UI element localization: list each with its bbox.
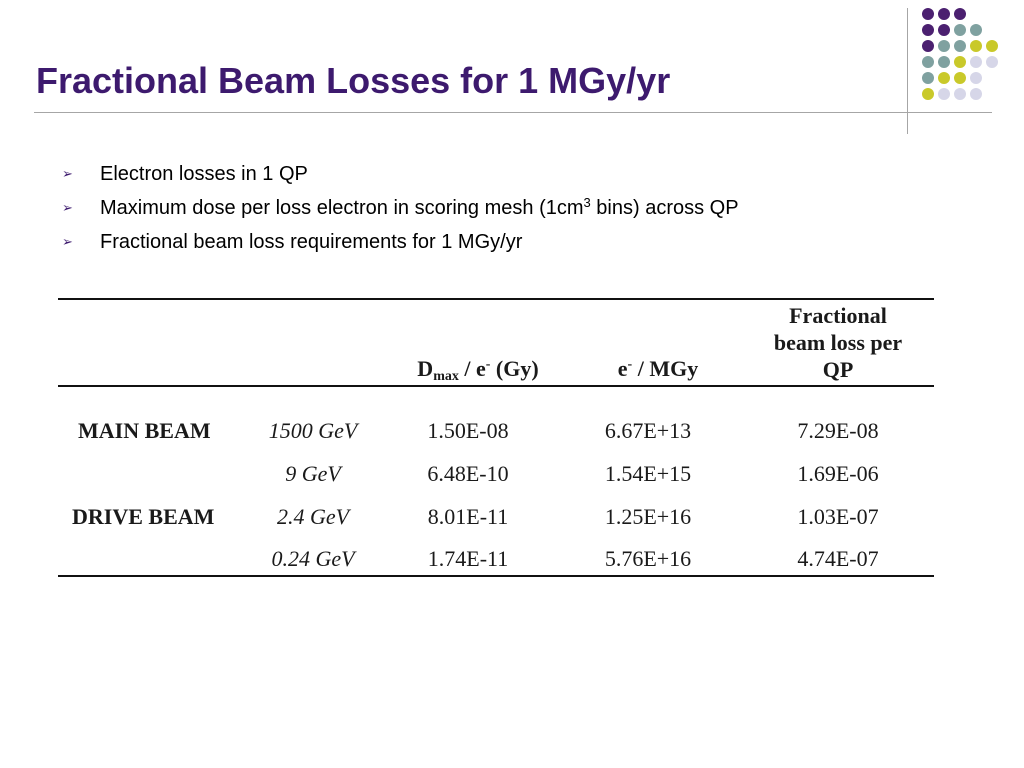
table-cell-fractional-loss: 4.74E-07 [797, 546, 879, 571]
dot-teal [938, 40, 950, 52]
arrow-bullet-icon: ➢ [62, 200, 73, 215]
table-bottom-rule [58, 575, 934, 577]
table-cell-dmax: 8.01E-11 [427, 504, 509, 529]
header-line: beam loss per [773, 330, 903, 355]
dot-lavender [970, 88, 982, 100]
table-cell-e-per-mgy: 1.54E+15 [604, 461, 692, 486]
bullet-text: Electron losses in 1 QP [100, 163, 308, 185]
slide-title: Fractional Beam Losses for 1 MGy/yr [36, 60, 671, 101]
superscript: - [627, 357, 633, 372]
header-dmax-per-electron [378, 356, 578, 382]
dot-purple [922, 24, 934, 36]
dot-lavender [954, 88, 966, 100]
dot-yellow [938, 72, 950, 84]
bullet-text: Fractional beam loss requirements for 1 MGy/yr [100, 231, 523, 253]
table-cell-e-per-mgy: 6.67E+13 [604, 418, 692, 443]
table-cell-energy: 9 GeV [285, 461, 341, 486]
dot-teal [938, 56, 950, 68]
table-cell-energy: 2.4 GeV [276, 504, 350, 529]
dot-yellow [922, 88, 934, 100]
table-cell-dmax: 1.74E-11 [427, 546, 509, 571]
dot-yellow [970, 40, 982, 52]
table-cell-dmax: 6.48E-10 [427, 461, 509, 486]
subscript: max [433, 369, 459, 384]
dot-purple [938, 24, 950, 36]
table-cell-dmax: 1.50E-08 [427, 418, 509, 443]
header-electrons-per-mgy [578, 356, 738, 382]
header-line: QP [822, 357, 854, 382]
dot-teal [970, 24, 982, 36]
dot-lavender [986, 56, 998, 68]
group-label-main-beam: MAIN BEAM [78, 418, 211, 443]
bullet-text-part: Maximum dose per loss electron in scoring mesh (1cm [100, 197, 584, 219]
arrow-bullet-icon: ➢ [62, 234, 73, 249]
dot-teal [954, 24, 966, 36]
superscript: - [485, 357, 491, 372]
vertical-divider [907, 8, 908, 134]
table-cell-fractional-loss: 1.69E-06 [797, 461, 879, 486]
dot-purple [954, 8, 966, 20]
header-text: / MGy [632, 356, 699, 381]
table-cell-fractional-loss: 1.03E-07 [797, 504, 879, 529]
dot-lavender [938, 88, 950, 100]
header-fractional-beam-loss [748, 302, 928, 383]
dot-yellow [986, 40, 998, 52]
dot-teal [922, 56, 934, 68]
dot-teal [922, 72, 934, 84]
superscript: 3 [583, 195, 591, 210]
header-text: / e [458, 356, 486, 381]
table-cell-energy: 0.24 GeV [271, 546, 355, 571]
table-cell-e-per-mgy: 5.76E+16 [604, 546, 692, 571]
header-text: D [417, 356, 434, 381]
dot-lavender [970, 56, 982, 68]
header-line: Fractional [789, 303, 887, 328]
group-label-drive-beam: DRIVE BEAM [72, 504, 215, 529]
table-header-rule [58, 385, 934, 387]
dot-yellow [954, 72, 966, 84]
dot-teal [954, 40, 966, 52]
dot-yellow [954, 56, 966, 68]
header-text: e [617, 356, 628, 381]
bullet-text [100, 191, 739, 225]
dot-purple [922, 8, 934, 20]
dot-lavender [970, 72, 982, 84]
table-cell-energy: 1500 GeV [268, 418, 358, 443]
dot-purple [938, 8, 950, 20]
header-text: (Gy) [490, 356, 539, 381]
title-divider [34, 112, 992, 113]
table-cell-e-per-mgy: 1.25E+16 [604, 504, 692, 529]
bullet-text-part: bins) across QP [590, 197, 739, 219]
table-cell-fractional-loss: 7.29E-08 [797, 418, 879, 443]
arrow-bullet-icon: ➢ [62, 166, 73, 181]
dot-purple [922, 40, 934, 52]
table-top-rule [58, 298, 934, 300]
